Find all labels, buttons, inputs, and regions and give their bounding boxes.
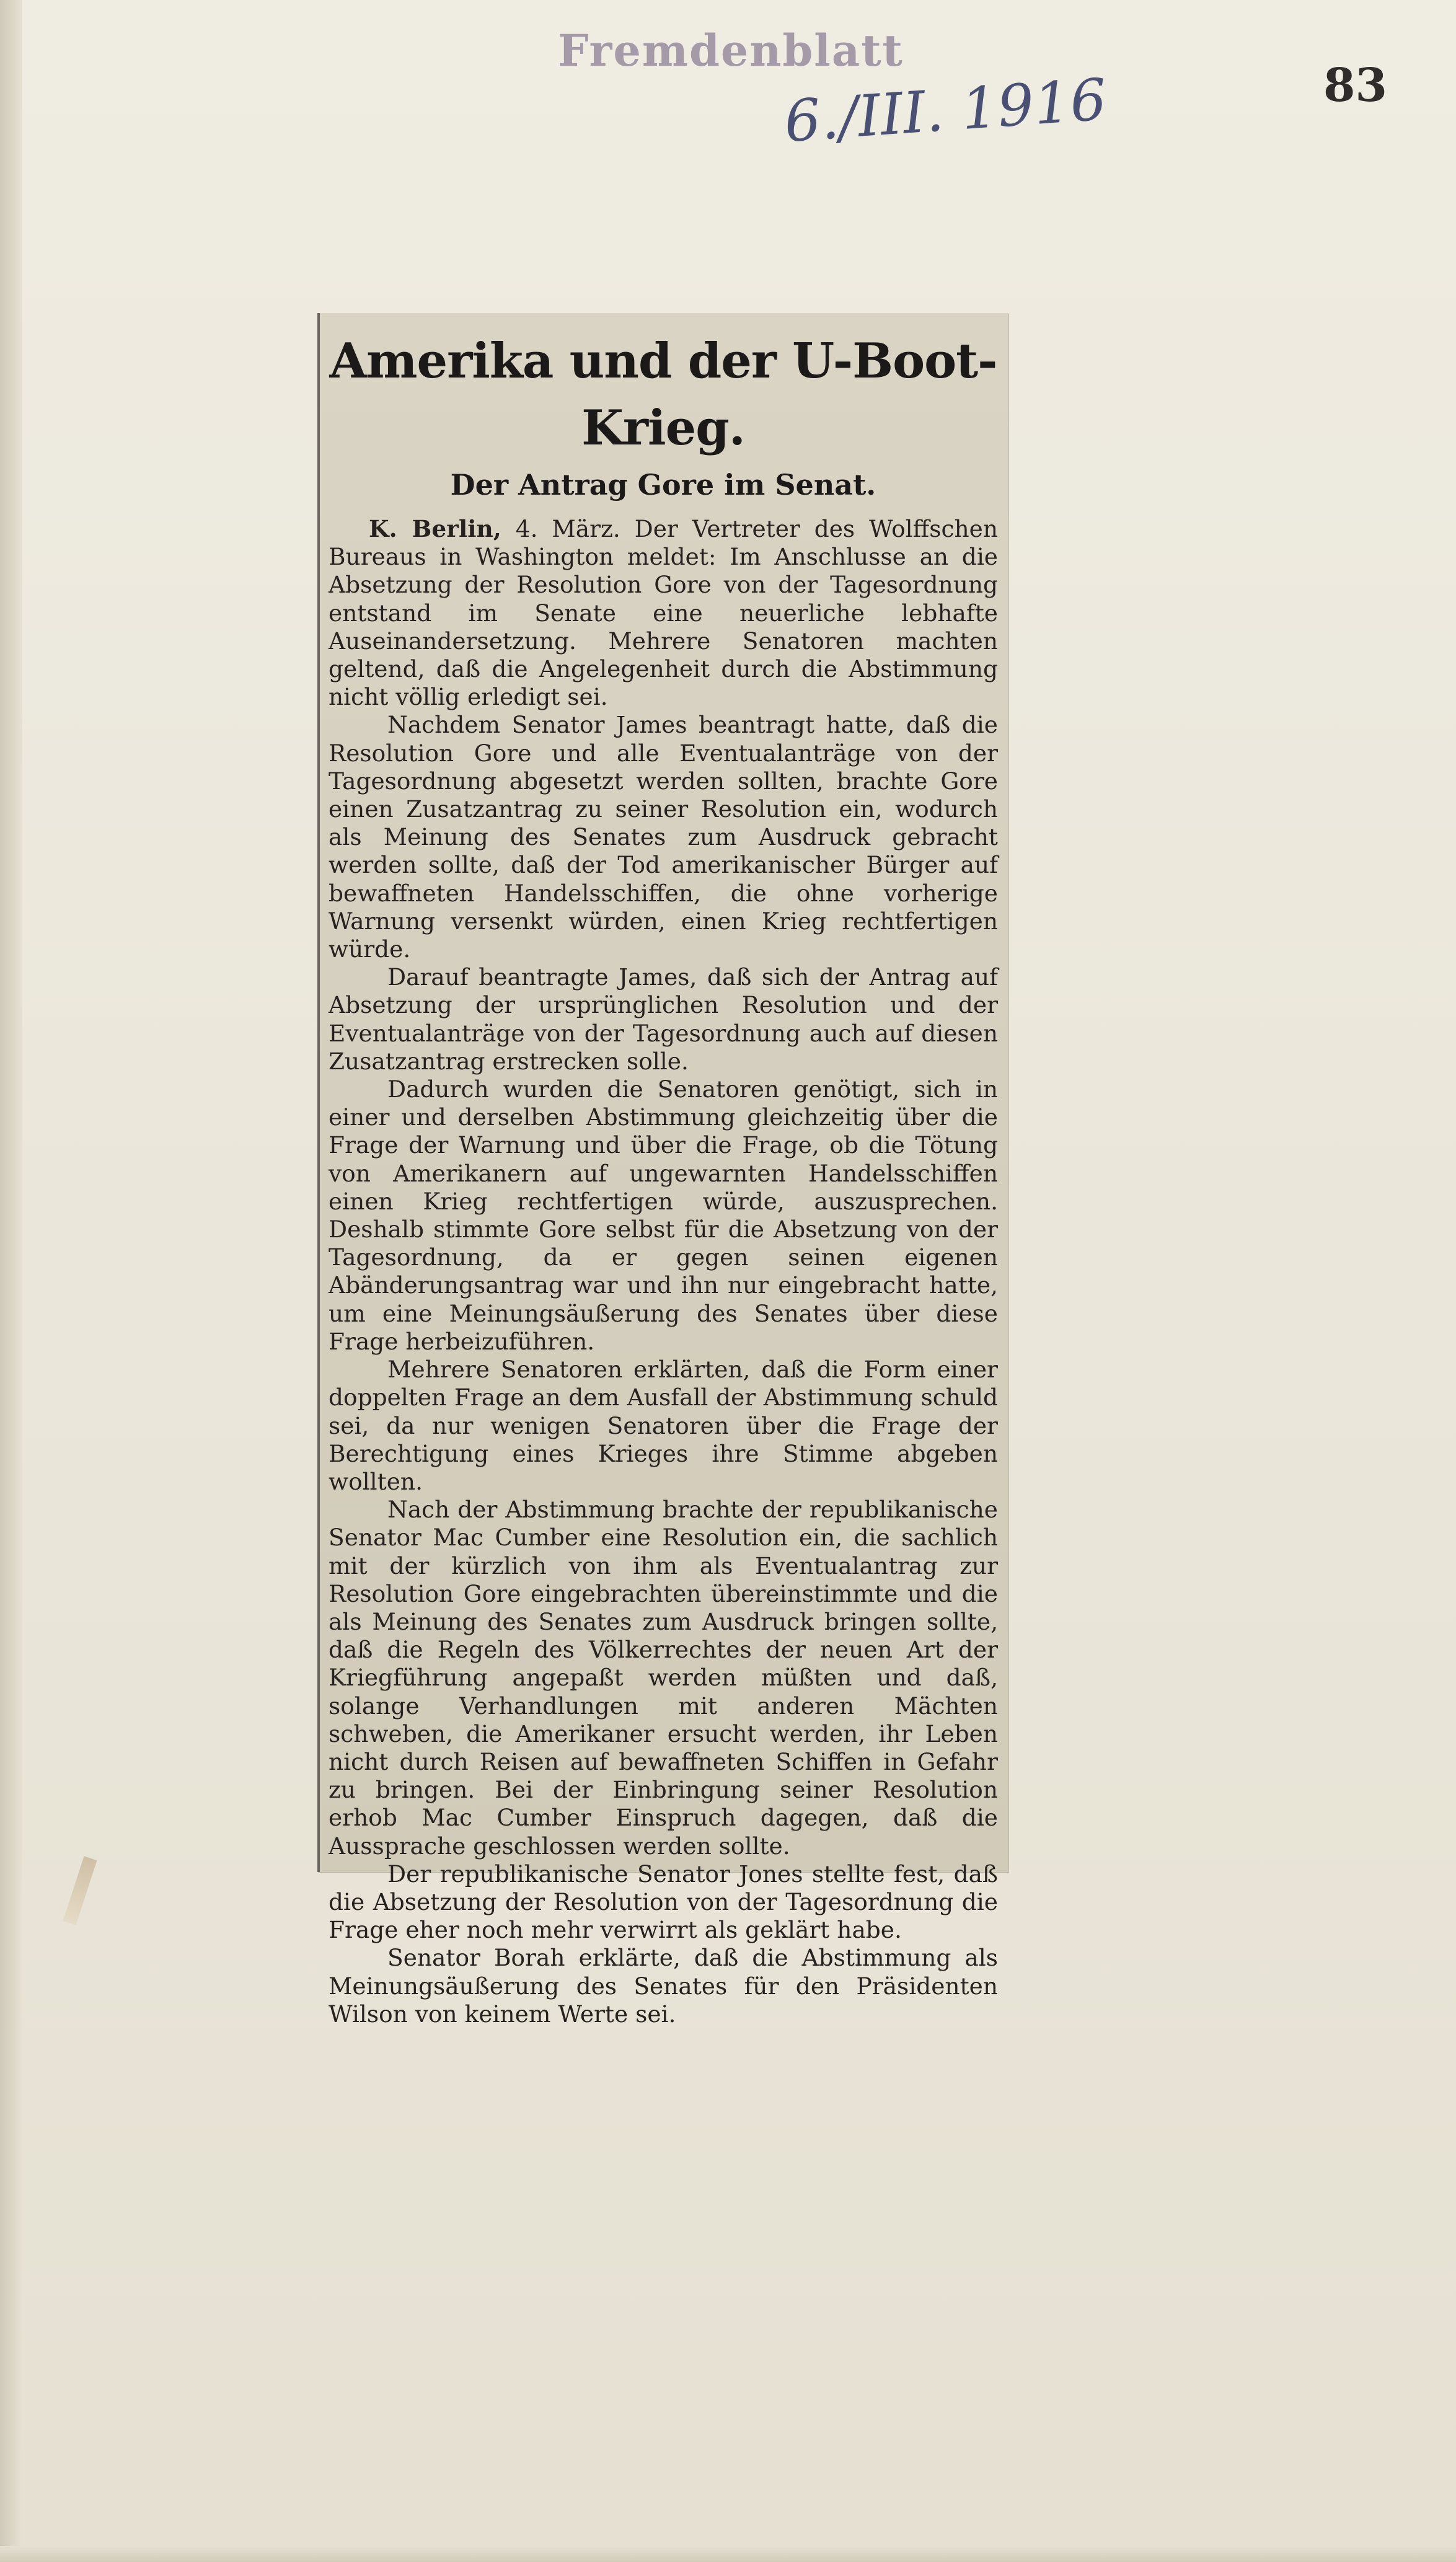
paragraph-text: 4. März. Der Vertreter des Wolffschen Bureaus in Washington meldet: Im Anschlusse an die Absetzung der Resolution Gore von der Tagesordnung entstand im Senate eine neuerliche lebhafte Auseinandersetzung. Mehrere Senatoren machten geltend, daß die Angelegenheit durch die Abstimmung nicht völlig erledigt sei. [329,515,999,711]
folio-number: 83 [1323,59,1387,112]
article-paragraph: Darauf beantragte James, daß sich der Antrag auf Absetzung der ursprünglichen Resolution und der Eventualanträge von der Tagesordnung auch auf diesen Zusatzantrag erstrecken solle. [329,963,998,1075]
article-paragraph [329,515,998,711]
article-dateline: K. Berlin, [369,515,501,542]
article-paragraph: Nachdem Senator James beantragt hatte, daß die Resolution Gore und alle Eventualanträge von der Tagesordnung abgesetzt werden sollten, brachte Gore einen Zusatzantrag zu seiner Resolution ein, wodurch als Meinung des Senates zum Ausdruck gebracht werden sollte, daß der Tod amerikanischer Bürger auf bewaffneten Handelsschiffen, die ohne vorherige Warnung versenkt würden, einen Krieg rechtfertigen würde. [329,711,998,963]
article-headline: Amerika und der U-Boot-Krieg. [329,333,997,456]
article-paragraph: Der republikanische Senator Jones stellte fest, daß die Absetzung der Resolution von der Tagesordnung die Frage eher noch mehr verwirrt als geklärt habe. [329,1860,998,1944]
article-paragraph: Mehrere Senatoren erklärten, daß die Form einer doppelten Frage an dem Ausfall der Abstimmung schuld sei, da nur wenigen Senatoren über die Frage der Berechtigung eines Krieges ihre Stimme abgeben wollten. [329,1356,998,1495]
newspaper-source-stamp: Fremdenblatt [558,25,904,76]
article-subheadline: Der Antrag Gore im Senat. [450,468,876,501]
article-paragraph: Senator Borah erklärte, daß die Abstimmung als Meinungsäußerung des Senates für den Präsidenten Wilson von keinem Werte sei. [329,1944,998,2028]
article-paragraph: Dadurch wurden die Senatoren genötigt, sich in einer und derselben Abstimmung gleichzeitig über die Frage der Warnung und über die Frage, ob die Tötung von Amerikanern auf ungewarnten Handelsschiffen einen Krieg rechtfertigen würde, auszusprechen. Deshalb stimmte Gore selbst für die Absetzung von der Tagesordnung, da er gegen seinen eigenen Abänderungsantrag war und ihn nur eingebracht hatte, um eine Meinungsäußerung des Senates über diese Frage herbeizuführen. [329,1076,998,1355]
paper-stain [63,1856,97,1925]
newspaper-clipping [317,313,1008,2028]
article-paragraph: Nach der Abstimmung brachte der republikanische Senator Mac Cumber eine Resolution ein, die sachlich mit der kürzlich von ihm als Eventualantrag zur Resolution Gore eingebrachten übereinstimmte und die als Meinung des Senates zum Ausdruck bringen sollte, daß die Regeln des Völkerrechtes der neuen Art der Kriegführung angepaßt werden müßten und daß, solange Verhandlungen mit anderen Mächten schweben, die Amerikaner ersucht werden, ihr Leben nicht durch Reisen auf bewaffneten Schiffen in Gefahr zu bringen. Bei der Einbringung seiner Resolution erhob Mac Cumber Einspruch dagegen, daß die Aussprache geschlossen werden sollte. [329,1496,998,1860]
article [329,328,998,2028]
article-body [329,515,998,2028]
handwritten-date: 6./III. 1916 [782,66,1109,156]
